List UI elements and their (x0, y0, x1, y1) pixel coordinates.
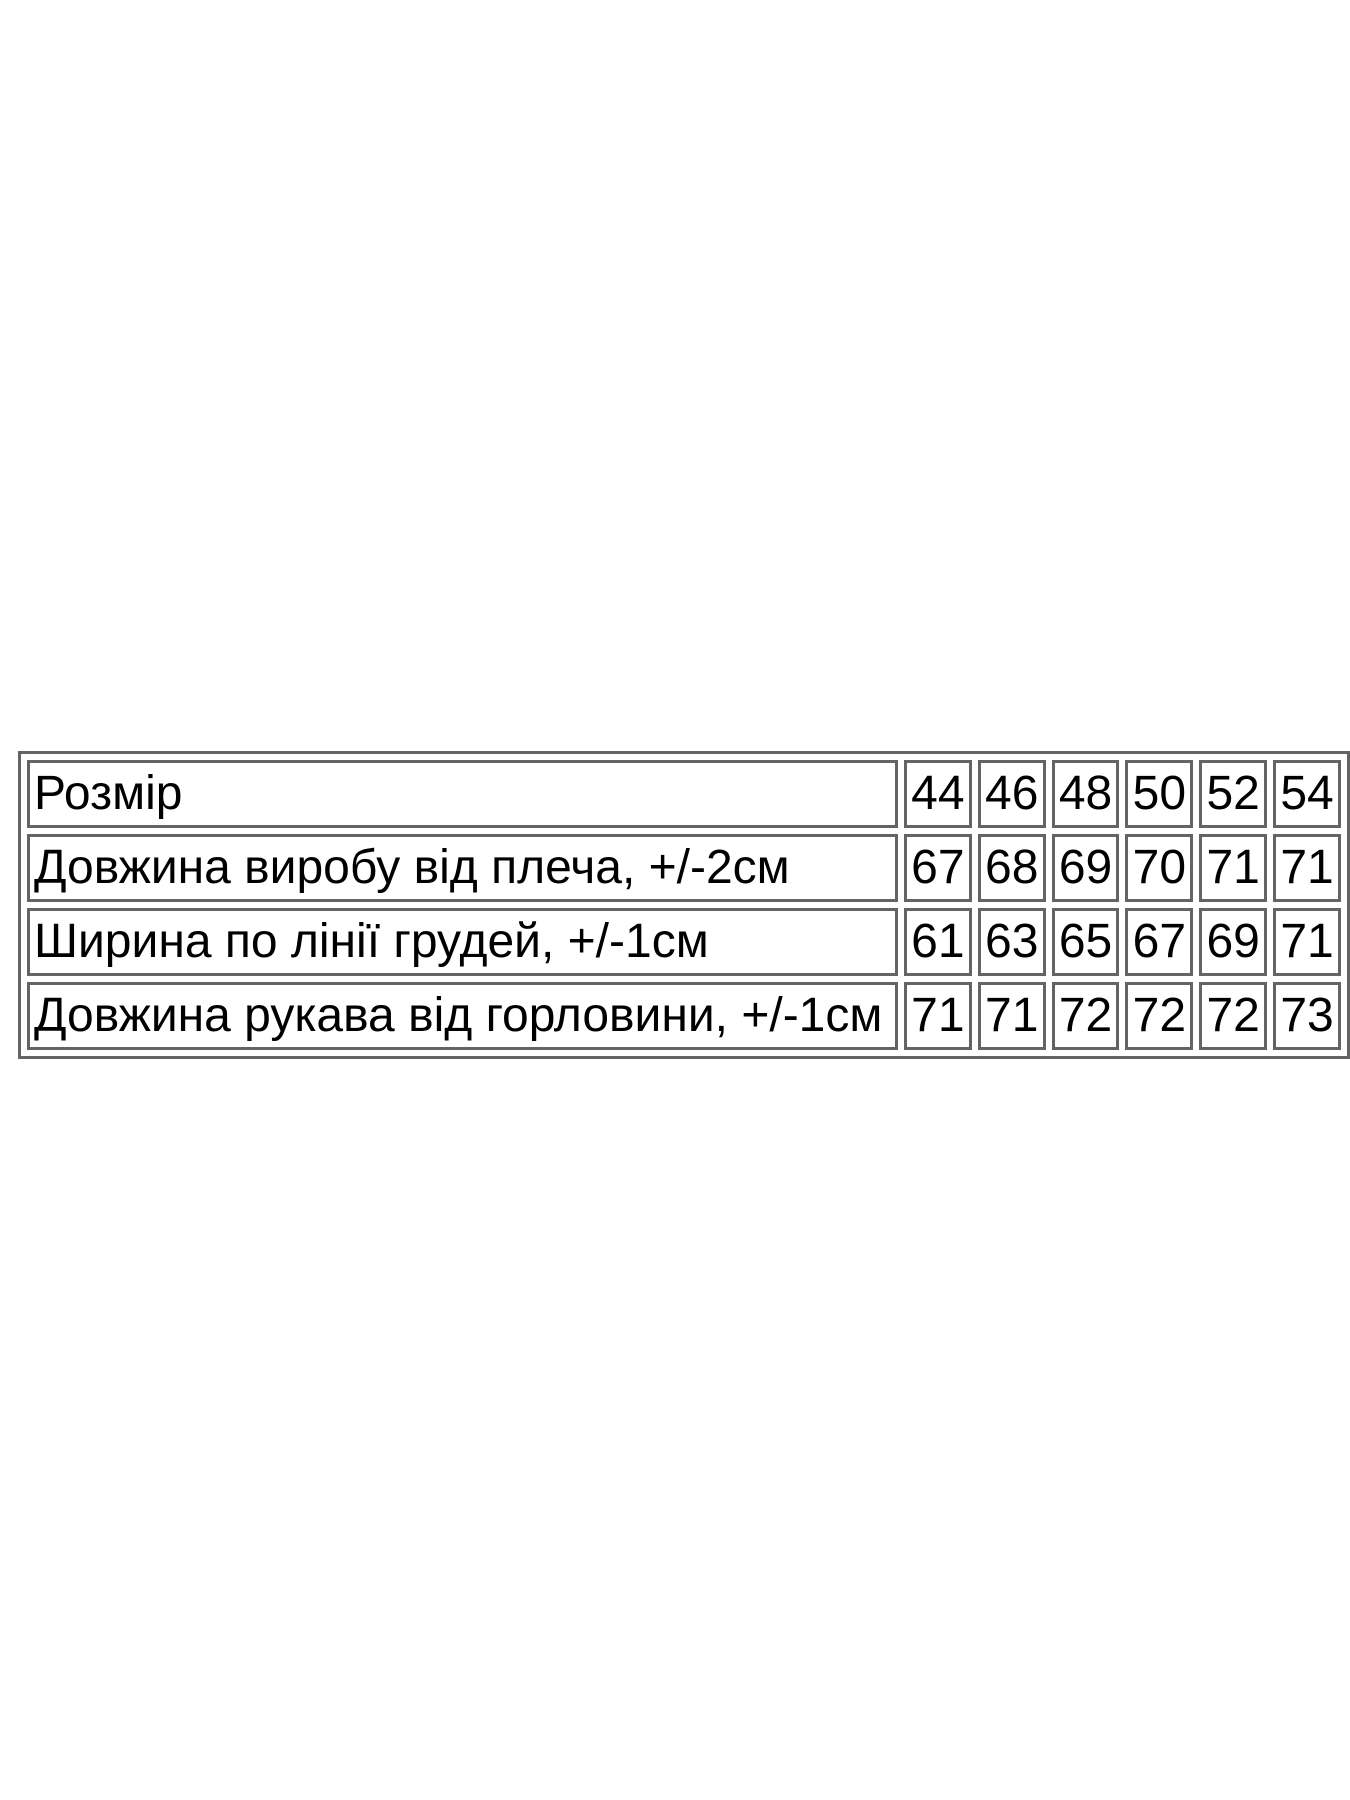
size-value-cell: 48 (1052, 760, 1120, 828)
measurement-value-cell: 63 (978, 908, 1046, 976)
table-row (27, 760, 1341, 828)
measurement-value-cell: 61 (904, 908, 972, 976)
size-value-cell: 52 (1199, 760, 1267, 828)
size-value-cell: 54 (1273, 760, 1341, 828)
measurement-value-cell: 71 (904, 982, 972, 1050)
measurement-value-cell: 72 (1125, 982, 1193, 1050)
row-label-size: Розмір (27, 760, 898, 828)
measurement-value-cell: 72 (1052, 982, 1120, 1050)
measurement-value-cell: 71 (1273, 834, 1341, 902)
row-label-chest-width: Ширина по лінії грудей, +/-1см (27, 908, 898, 976)
table-row (27, 834, 1341, 902)
measurement-value-cell: 69 (1052, 834, 1120, 902)
table-row (27, 908, 1341, 976)
measurement-value-cell: 69 (1199, 908, 1267, 976)
measurement-value-cell: 65 (1052, 908, 1120, 976)
measurement-value-cell: 68 (978, 834, 1046, 902)
measurement-value-cell: 67 (1125, 908, 1193, 976)
measurement-value-cell: 67 (904, 834, 972, 902)
measurement-value-cell: 70 (1125, 834, 1193, 902)
row-label-sleeve-length: Довжина рукава від горловини, +/-1см (27, 982, 898, 1050)
size-chart-table (18, 751, 1350, 1059)
table-row (27, 982, 1341, 1050)
measurement-value-cell: 72 (1199, 982, 1267, 1050)
measurement-value-cell: 71 (978, 982, 1046, 1050)
measurement-value-cell: 71 (1273, 908, 1341, 976)
row-label-product-length: Довжина виробу від плеча, +/-2см (27, 834, 898, 902)
size-value-cell: 44 (904, 760, 972, 828)
measurement-value-cell: 73 (1273, 982, 1341, 1050)
size-value-cell: 50 (1125, 760, 1193, 828)
measurement-value-cell: 71 (1199, 834, 1267, 902)
size-chart-table-body (27, 760, 1341, 1050)
size-value-cell: 46 (978, 760, 1046, 828)
